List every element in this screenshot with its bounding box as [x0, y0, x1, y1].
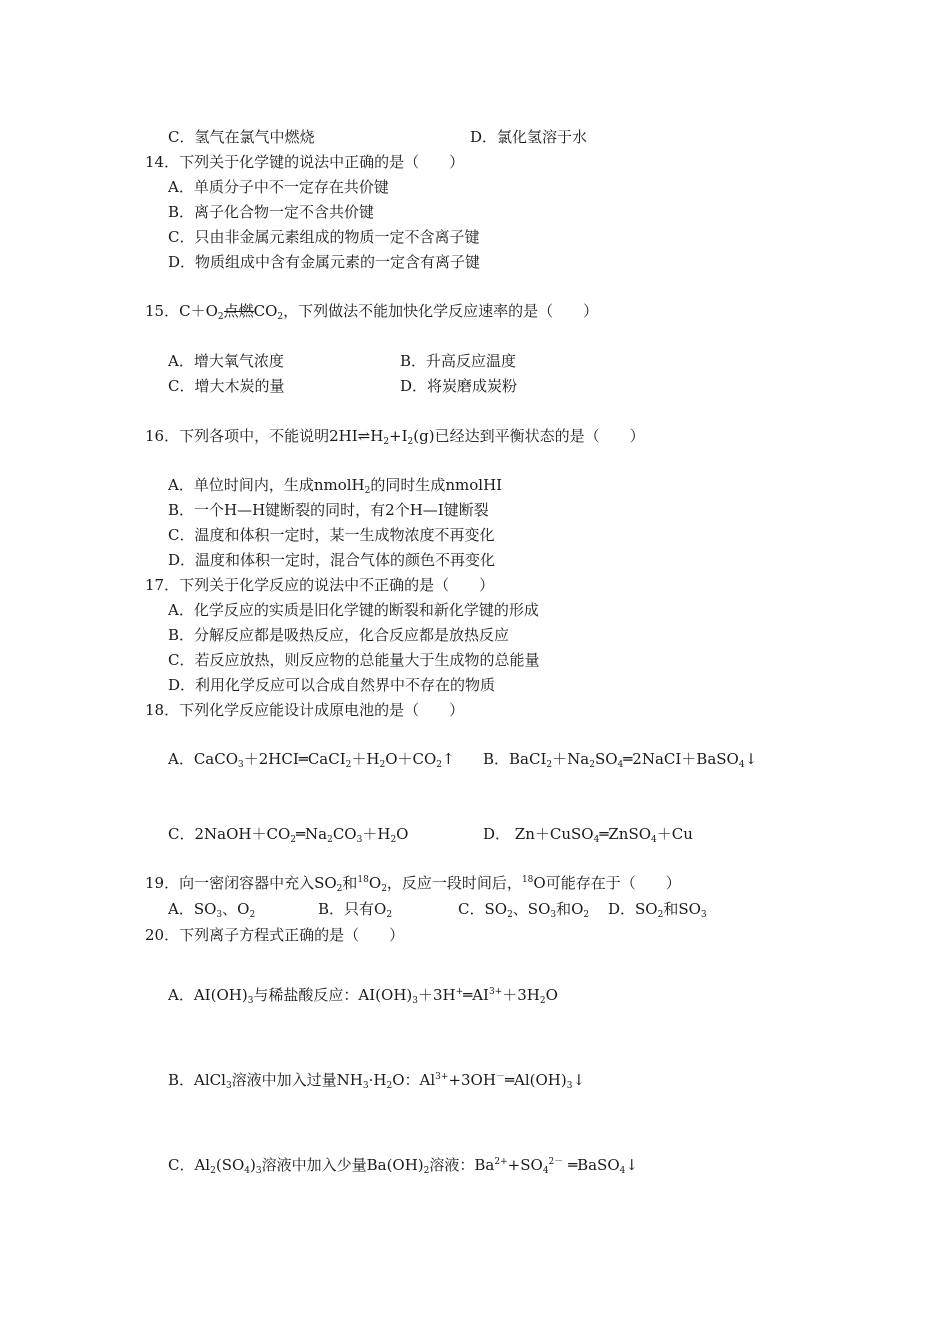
text-line: D．物质组成中含有金属元素的一定含有离子键 [168, 253, 481, 271]
text-line: B．升高反应温度 [400, 352, 517, 370]
text-line: 14．下列关于化学键的说法中正确的是（ ） [145, 153, 465, 171]
text-line: A．单质分子中不一定存在共价键 [168, 178, 389, 196]
text-line: D．将炭磨成炭粉 [400, 377, 518, 395]
text-line: D．温度和体积一定时，混合气体的颜色不再变化 [168, 551, 496, 569]
text-line: D．氯化氢溶于水 [470, 128, 588, 146]
text-line: C．只由非金属元素组成的物质一定不含离子键 [168, 228, 480, 246]
text-line: D．利用化学反应可以合成自然界中不存在的物质 [168, 676, 496, 694]
question-20-option-a: A．$AI(OH)_3$与稀盐酸反应：$AI(OH)_3+3H^+═AI^{3+}+3H_2O$ [168, 986, 558, 1006]
question-15: 15．$C+O_2$点燃$CO_2$，下列做法不能加快化学反应速率的是（ ） [145, 302, 599, 322]
question-20-option-b: B．AlCl$_3$溶液中加入过量$NH_3\cdot H_2O$：$Al^{3+}+3OH^-═Al(OH)_3↓$ [168, 1071, 586, 1091]
text-line: C．若反应放热，则反应物的总能量大于生成物的总能量 [168, 651, 540, 669]
question-20-option-c: C．$Al_2(SO_4)_3$溶液中加入少量$Ba(OH)_2$溶液：$Ba^{2+}+SO_4^{2-}$ ═BaSO$_4$↓ [168, 1156, 638, 1176]
question-16: 16．下列各项中，不能说明$2HI\rightleftharpoons H_2+I_2(g)$已经达到平衡状态的是（ ） [145, 427, 645, 447]
question-19-option-b: B．只有$O_2$ [318, 900, 393, 920]
text-line: 20．下列离子方程式正确的是（ ） [145, 926, 405, 944]
question-19-option-a: A．$SO_3$、$O_2$ [168, 900, 256, 920]
text-line: 18．下列化学反应能设计成原电池的是（ ） [145, 701, 465, 719]
text-line: B．分解反应都是吸热反应，化合反应都是放热反应 [168, 626, 510, 644]
text-line: B．离子化合物一定不含共价键 [168, 203, 375, 221]
text-line: C．增大木炭的量 [168, 377, 285, 395]
question-19: 19．向一密闭容器中充入$SO_2$和$^{18}O_2$，反应一段时间后，$^{18}$O可能存在于（ ） [145, 874, 681, 894]
text-line: A．增大氧气浓度 [168, 352, 284, 370]
question-18-option-d: D． Zn＋CuSO$_4$═ZnSO$_4$＋Cu [483, 825, 693, 845]
question-16-option-a: A．单位时间内，生成nmolH$_2$的同时生成nmolHI [168, 476, 503, 496]
question-19-option-c: C．$SO_2$、$SO_3$和$O_2$ [458, 900, 590, 920]
reaction-condition: 点燃 [223, 302, 254, 320]
question-19-option-d: D．$SO_2$和$SO_3$ [608, 900, 707, 920]
text-line: B．一个H—H键断裂的同时，有2个H—I键断裂 [168, 501, 489, 519]
question-18-option-c: C．$2NaOH+CO_2═Na_2CO_3+H_2O$ [168, 825, 409, 845]
text-line: C．氢气在氯气中燃烧 [168, 128, 315, 146]
equilibrium-arrow: ⇌ [357, 427, 371, 445]
question-18-option-a: A．$CaCO_3+2HCI═CaCI_2+H_2O+CO_2↑$ [168, 750, 455, 770]
question-18-option-b: B．$BaCI_2+Na_2SO_4═2NaCI+BaSO_4↓$ [483, 750, 758, 770]
text-line: C．温度和体积一定时，某一生成物浓度不再变化 [168, 526, 495, 544]
text-line: A．化学反应的实质是旧化学键的断裂和新化学键的形成 [168, 601, 539, 619]
text-line: 17．下列关于化学反应的说法中不正确的是（ ） [145, 576, 495, 594]
